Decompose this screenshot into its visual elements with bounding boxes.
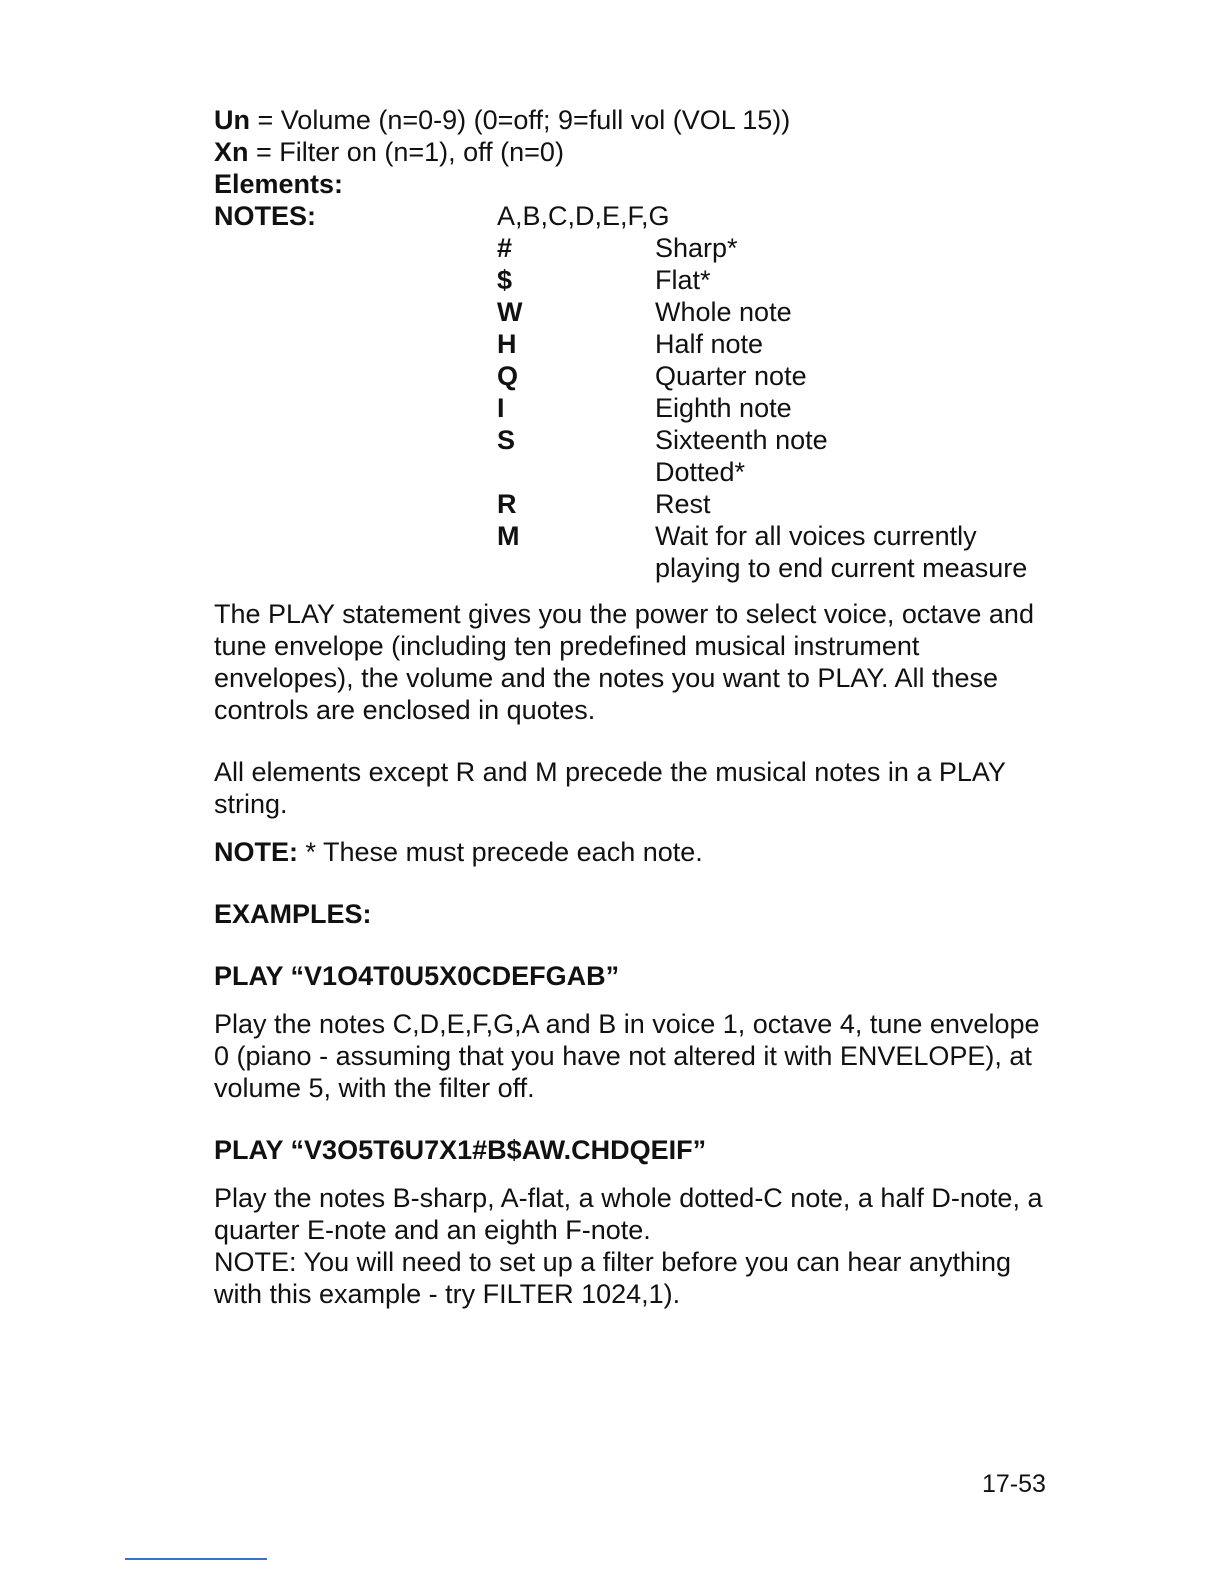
notes-row <box>214 200 1074 232</box>
example-command-1: PLAY “V1O4T0U5X0CDEFGAB” <box>214 961 620 991</box>
note-line <box>214 836 1044 868</box>
element-description: Whole note <box>655 297 792 327</box>
example-note-2: NOTE: You will need to set up a filter before you can hear anything with this example - try FILTER 1024,1). <box>214 1247 1011 1309</box>
element-row <box>214 456 1074 488</box>
element-row <box>214 360 1074 392</box>
element-symbol: W <box>497 297 523 327</box>
element-symbol: R <box>497 489 517 519</box>
elements-order-paragraph: All elements except R and M precede the musical notes in a PLAY string. <box>214 757 1006 819</box>
element-description: Dotted* <box>655 457 746 487</box>
notes-value: A,B,C,D,E,F,G <box>497 201 670 231</box>
examples-heading: EXAMPLES: <box>214 899 372 929</box>
element-symbol: S <box>497 425 516 455</box>
example-description-1: Play the notes C,D,E,F,G,A and B in voice 1, octave 4, tune envelope 0 (piano - assuming that you have not altered it with ENVELOPE), at volume 5, with the filter off. <box>214 1009 1040 1103</box>
elements-table <box>214 232 1074 584</box>
document-page <box>214 104 1074 1310</box>
page-number: 17-53 <box>982 1470 1046 1498</box>
element-description: Eighth note <box>655 393 792 423</box>
definition-key: Un <box>214 105 250 135</box>
element-description: Sixteenth note <box>655 425 828 455</box>
element-row <box>214 264 1074 296</box>
element-row <box>214 520 1074 584</box>
element-description: Quarter note <box>655 361 807 391</box>
note-label: NOTE: <box>214 837 298 867</box>
element-description: Half note <box>655 329 764 359</box>
footer-rule <box>125 1558 267 1560</box>
play-intro-paragraph: The PLAY statement gives you the power to select voice, octave and tune envelope (including ten predefined musical instrument envelopes), the volume and the notes you want to PLAY. All these controls are enclosed in quotes. <box>214 599 1034 725</box>
element-symbol: $ <box>497 265 513 295</box>
element-symbol: I <box>497 393 505 423</box>
definition-filter <box>214 136 1074 168</box>
element-row <box>214 424 1074 456</box>
element-symbol: H <box>497 329 517 359</box>
element-row <box>214 328 1074 360</box>
element-row <box>214 392 1074 424</box>
example-command-2: PLAY “V3O5T6U7X1#B$AW.CHDQEIF” <box>214 1135 707 1165</box>
definition-volume <box>214 104 1074 136</box>
definition-text: = Filter on (n=1), off (n=0) <box>256 137 564 167</box>
element-description: Flat* <box>655 265 711 295</box>
element-row <box>214 232 1074 264</box>
element-description: Wait for all voices currently playing to end current measure <box>655 521 1028 583</box>
element-symbol: M <box>497 521 520 551</box>
element-description: Rest <box>655 489 711 519</box>
definition-text: = Volume (n=0-9) (0=off; 9=full vol (VOL 15)) <box>257 105 791 135</box>
definition-key: Xn <box>214 137 249 167</box>
elements-heading: Elements: <box>214 169 344 199</box>
element-symbol: Q <box>497 361 519 391</box>
element-description: Sharp* <box>655 233 738 263</box>
notes-label: NOTES: <box>214 201 317 231</box>
element-symbol: # <box>497 233 513 263</box>
element-row <box>214 488 1074 520</box>
example-description-2: Play the notes B-sharp, A-flat, a whole dotted-C note, a half D-note, a quarter E-note and an eighth F-note. <box>214 1183 1043 1245</box>
element-row <box>214 296 1074 328</box>
note-text: * These must precede each note. <box>305 837 703 867</box>
